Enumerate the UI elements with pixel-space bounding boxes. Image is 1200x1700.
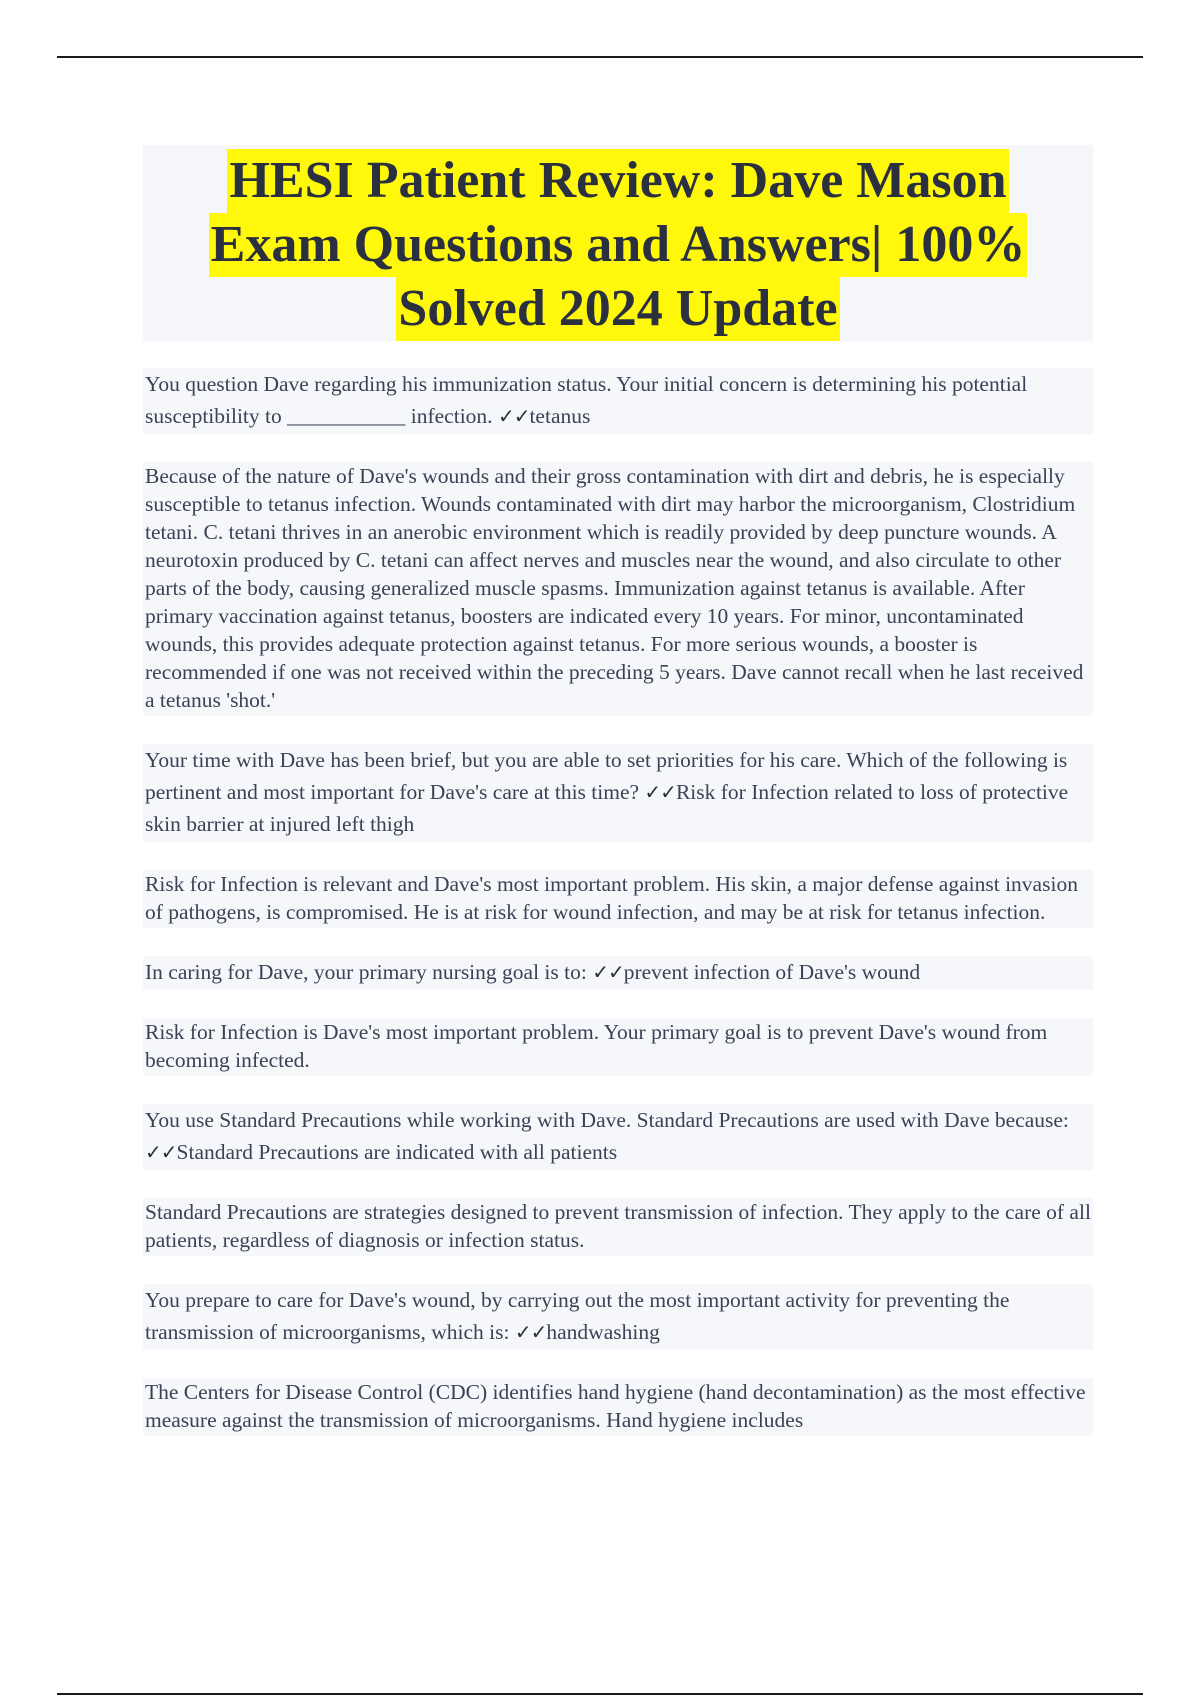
- document-title: [143, 145, 1093, 341]
- question-text: In caring for Dave, your primary nursing goal is to:: [145, 960, 587, 984]
- check-icon: ✓✓: [644, 780, 676, 804]
- rationale-2: Risk for Infection is relevant and Dave's most important problem. His skin, a major defense against invasion of pathogens, is compromised. He is at risk for wound infection, and may be at risk for tetanus infection.: [143, 870, 1093, 928]
- rationale-4: Standard Precautions are strategies designed to prevent transmission of infection. They apply to the care of all patients, regardless of diagnosis or infection status.: [143, 1198, 1093, 1256]
- rationale-1: Because of the nature of Dave's wounds and their gross contamination with dirt and debris, he is especially susceptible to tetanus infection. Wounds contaminated with dirt may harbor the microorganism, Clostridium tetani. C. tetani thrives in an anerobic environment which is readily provided by deep puncture wounds. A neurotoxin produced by C. tetani can affect nerves and muscles near the wound, and also circulate to other parts of the body, causing generalized muscle spasms. Immunization against tetanus is available. After primary vaccination against tetanus, boosters are indicated every 10 years. For minor, uncontaminated wounds, this provides adequate protection against tetanus. For more serious wounds, a booster is recommended if one was not received within the preceding 5 years. Dave cannot recall when he last received a tetanus 'shot.': [143, 462, 1093, 716]
- title-line: HESI Patient Review: Dave Mason: [227, 149, 1008, 213]
- title-box: [143, 145, 1093, 341]
- answer-text: Risk for Infection related to loss of protective skin barrier at injured left thigh: [145, 780, 1069, 836]
- check-icon: ✓✓: [145, 1140, 177, 1164]
- question-5: [143, 1284, 1093, 1350]
- check-icon: ✓✓: [514, 1320, 547, 1344]
- answer-text: Standard Precautions are indicated with all patients: [176, 1140, 618, 1164]
- question-text: Your time with Dave has been brief, but you are able to set priorities for his care. Which of the following is pertinent and most important for Dave's care at this time?: [145, 748, 1068, 804]
- question-2: [143, 744, 1093, 842]
- question-text: You prepare to care for Dave's wound, by carrying out the most important activity for preventing the transmission of microorganisms, which is:: [145, 1288, 1010, 1344]
- title-line: Solved 2024 Update: [396, 277, 839, 341]
- answer-text: handwashing: [546, 1320, 660, 1344]
- top-rule: [57, 56, 1143, 58]
- title-line: Exam Questions and Answers| 100%: [209, 213, 1028, 277]
- question-4: [143, 1104, 1093, 1170]
- answer-text: tetanus: [529, 404, 591, 428]
- question-3: [143, 956, 1093, 990]
- bottom-rule: [57, 1693, 1143, 1695]
- question-text: You question Dave regarding his immunization status. Your initial concern is determining his potential susceptibility to ___________ infection.: [145, 372, 1028, 428]
- check-icon: ✓✓: [497, 404, 530, 428]
- answer-text: prevent infection of Dave's wound: [623, 960, 921, 984]
- question-text: You use Standard Precautions while working with Dave. Standard Precautions are used with Dave because:: [145, 1108, 1069, 1132]
- rationale-5: The Centers for Disease Control (CDC) identifies hand hygiene (hand decontamination) as the most effective measure against the transmission of microorganisms. Hand hygiene includes: [143, 1378, 1093, 1436]
- document-body: [143, 368, 1093, 1464]
- check-icon: ✓✓: [592, 960, 624, 984]
- rationale-3: Risk for Infection is Dave's most important problem. Your primary goal is to prevent Dave's wound from becoming infected.: [143, 1018, 1093, 1076]
- question-1: [143, 368, 1093, 434]
